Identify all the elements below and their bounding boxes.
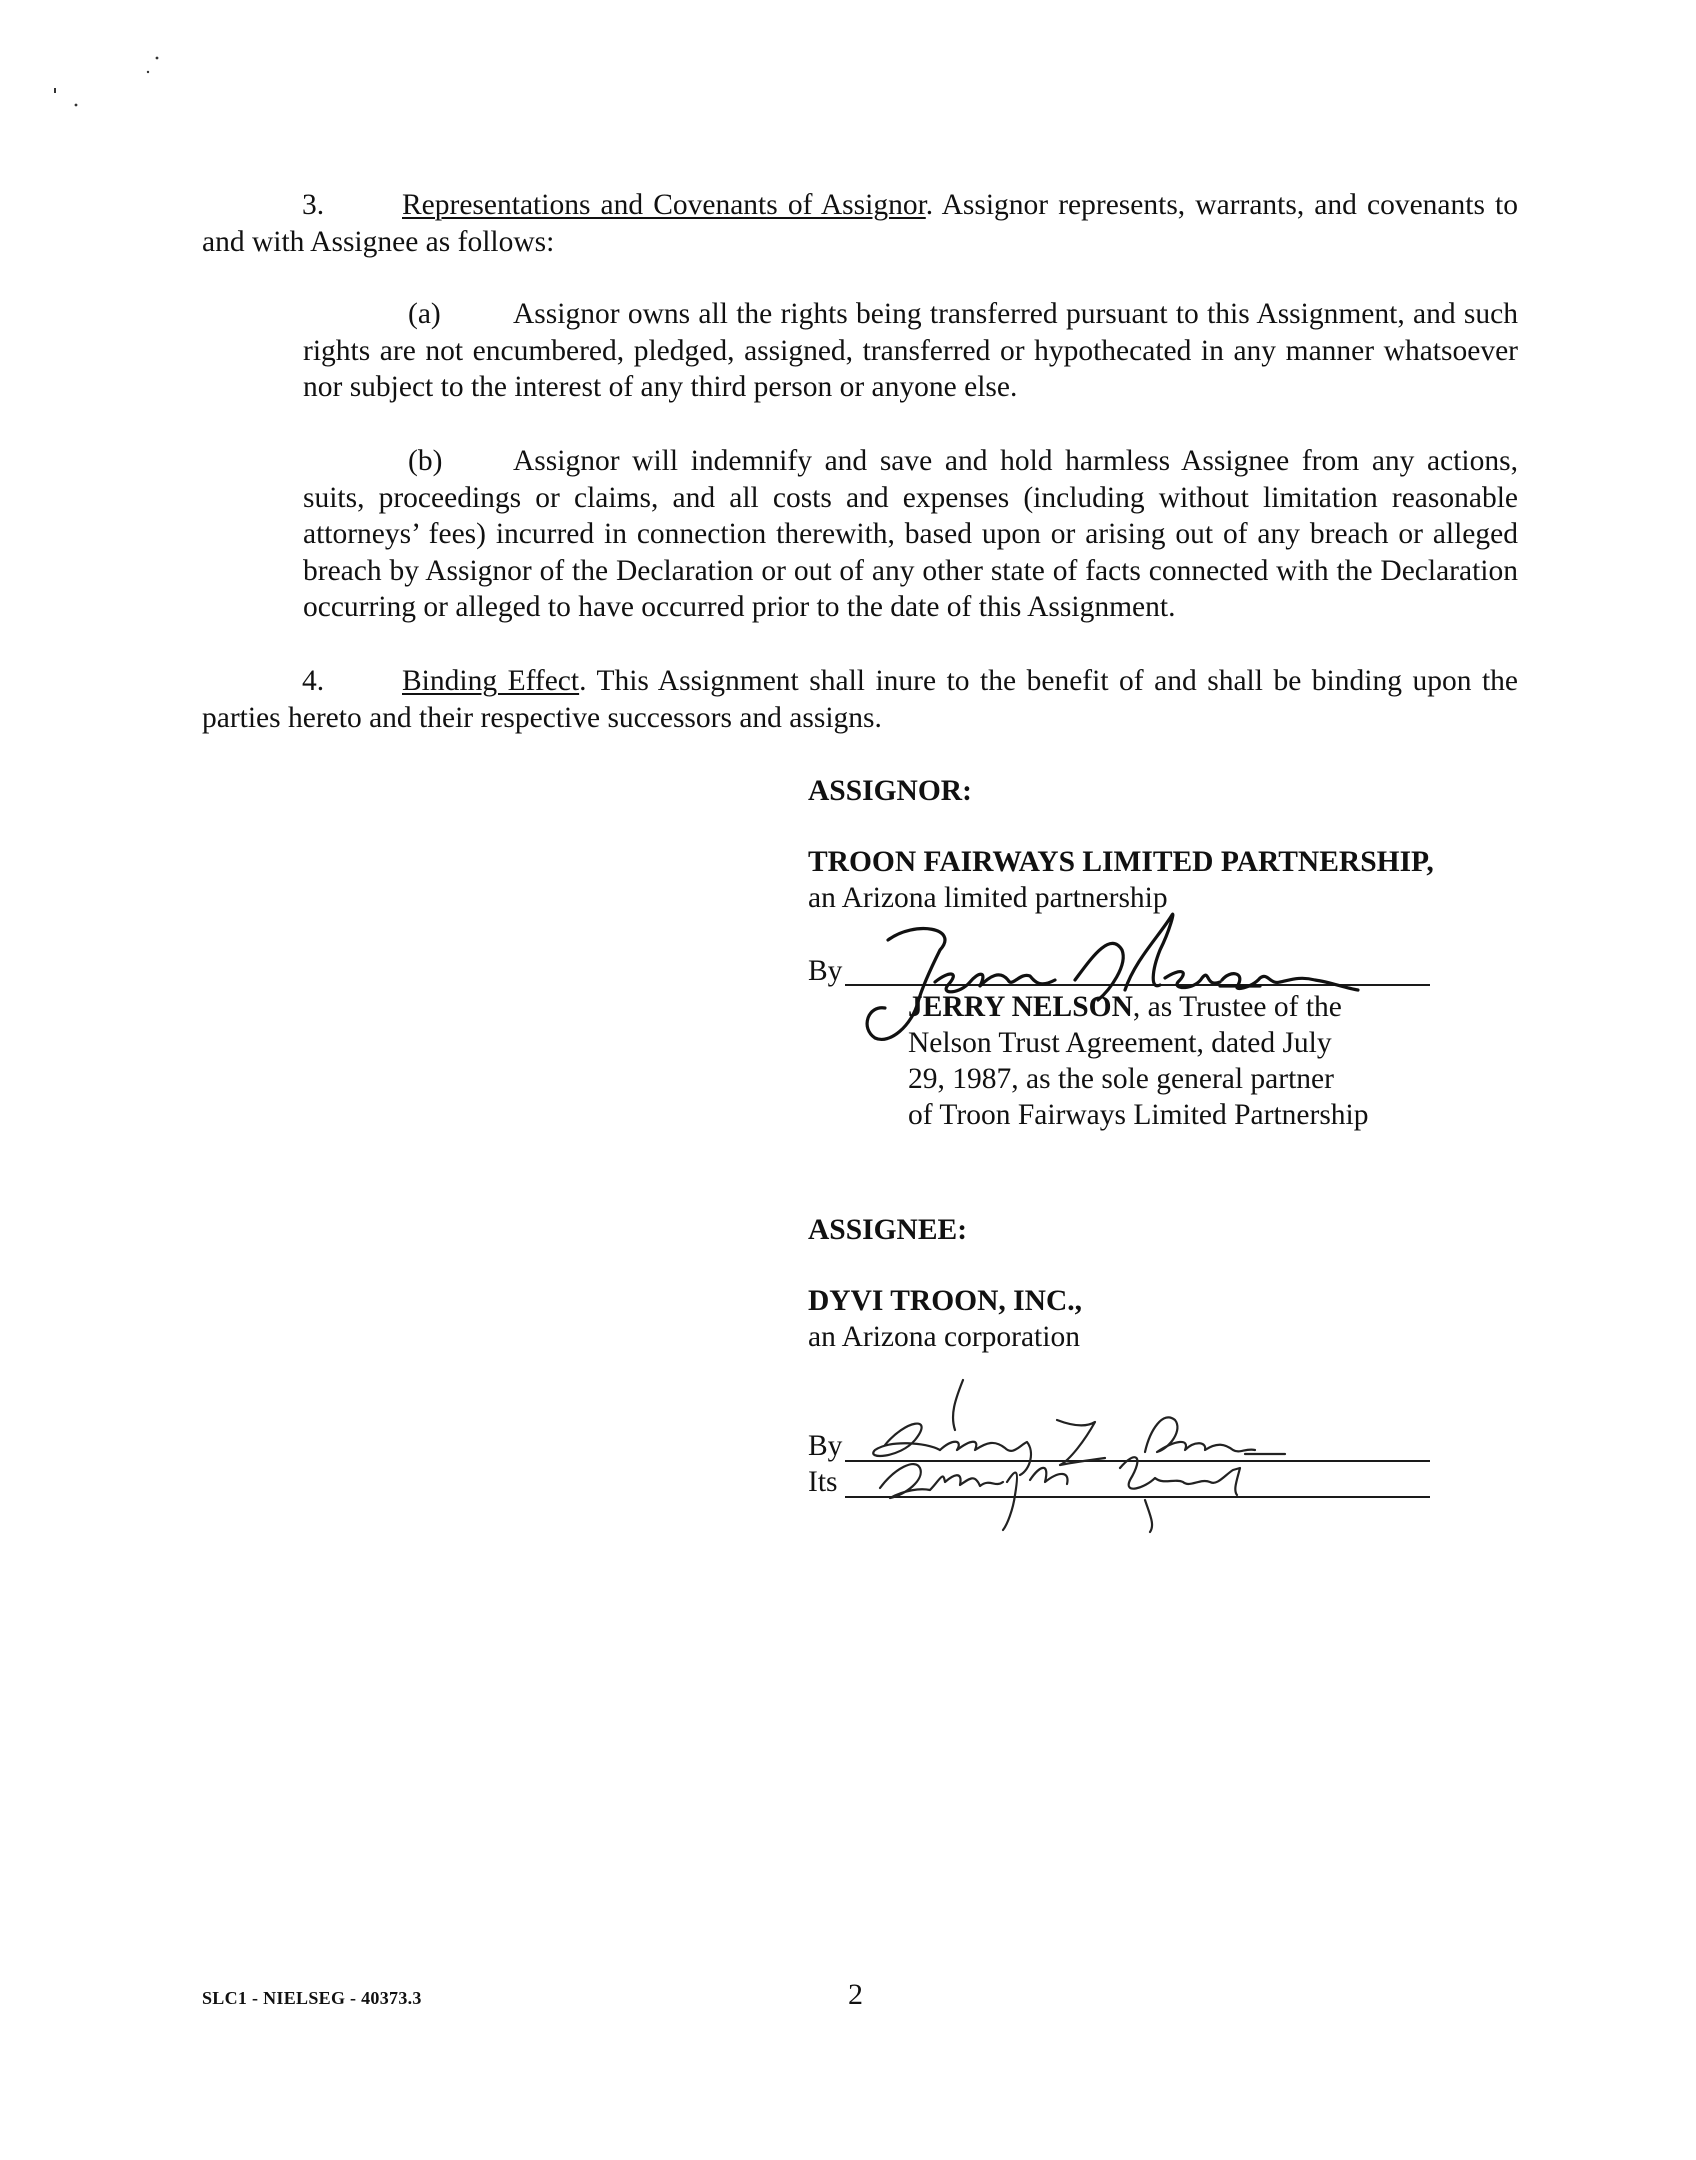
assignee-its-label: Its (808, 1466, 838, 1498)
footer-doc-id: SLC1 - NIELSEG - 40373.3 (202, 1988, 422, 2008)
assignor-signer-line-3: 29, 1987, as the sole general partner (908, 1063, 1334, 1095)
section-3-text: . Assignor represents, warrants, and covenants to and with Assignee as follows: (202, 189, 1518, 258)
assignor-signer-line-4: of Troon Fairways Limited Partnership (908, 1099, 1369, 1131)
assignee-signature (845, 1370, 1325, 1540)
section-3-paragraph (202, 187, 1518, 260)
assignee-by-label: By (808, 1430, 843, 1462)
page-number: 2 (848, 1978, 863, 2011)
section-3b-paragraph (303, 443, 1518, 626)
section-3a-paragraph (303, 296, 1518, 406)
assignor-by-label: By (808, 955, 843, 987)
assignee-description: an Arizona corporation (808, 1321, 1080, 1353)
section-3a-text: Assignor owns all the rights being transferred pursuant to this Assignment, and such rights are not encumbered, pledged, assigned, transferred or hypothecated in any manner whatsoever nor subject to the interest of any third person or anyone else. (303, 298, 1518, 403)
section-4-heading: Binding Effect (402, 665, 580, 697)
assignee-label: ASSIGNEE: (808, 1214, 968, 1246)
assignor-signer-name: JERRY NELSON (908, 991, 1133, 1023)
section-4-paragraph (202, 663, 1518, 736)
section-3b-text: Assignor will indemnify and save and hold harmless Assignee from any actions, suits, proceedings or claims, and all costs and expenses (including without limitation reasonable attorneys’ fees) incurred in connection therewith, based upon or arising out of any breach or alleged breach by Assignor of the Declaration or out of any other state of facts connected with the Declaration occurring or alleged to have occurred prior to the date of this Assignment. (303, 445, 1518, 623)
section-4-number: 4. (302, 665, 325, 697)
assignor-signer-line-2: Nelson Trust Agreement, dated July (908, 1027, 1332, 1059)
assignor-signer-role: , as Trustee of the (1132, 991, 1342, 1023)
section-3-number: 3. (302, 189, 325, 221)
assignor-description: an Arizona limited partnership (808, 882, 1168, 914)
assignor-label: ASSIGNOR: (808, 775, 972, 807)
assignor-signer-line-1 (908, 989, 1342, 1025)
section-4-text: . This Assignment shall inure to the benefit of and shall be binding upon the parties hereto and their respective successors and assigns. (202, 665, 1519, 734)
assignor-name: TROON FAIRWAYS LIMITED PARTNERSHIP, (808, 846, 1434, 878)
section-3b-label: (b) (408, 445, 443, 477)
section-3a-label: (a) (408, 298, 441, 330)
section-3-heading: Representations and Covenants of Assignor (402, 189, 926, 221)
scan-specks (40, 50, 180, 120)
assignee-name: DYVI TROON, INC., (808, 1285, 1082, 1317)
